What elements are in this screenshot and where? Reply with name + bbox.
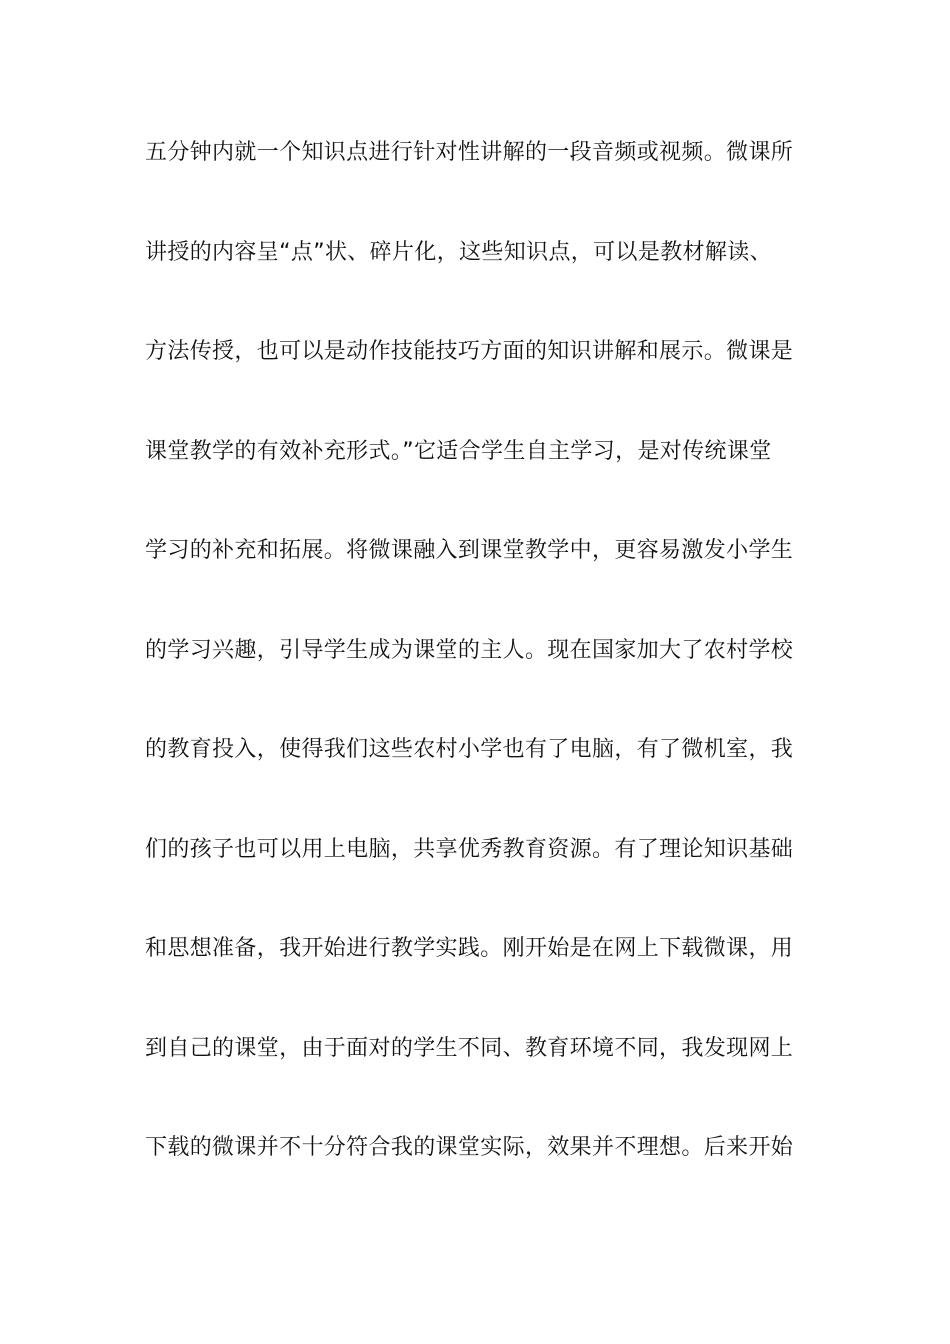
text-line: 方法传授，也可以是动作技能技巧方面的知识讲解和展示。微课是 (145, 339, 794, 364)
text-line: 到自己的课堂，由于面对的学生不同、教育环境不同，我发现网上 (145, 1035, 794, 1061)
text-line: 学习的补充和拓展。将微课融入到课堂教学中，更容易激发小学生 (145, 538, 794, 563)
text-line: 五分钟内就一个知识点进行针对性讲解的一段音频或视频。微课所 (145, 140, 794, 165)
text-line: 的学习兴趣，引导学生成为课堂的主人。现在国家加大了农村学校 (145, 637, 794, 663)
body-text (145, 128, 810, 1223)
text-line: 讲授的内容呈“点”状、碎片化，这些知识点，可以是教材解读、 (145, 239, 772, 265)
text-line: 们的孩子也可以用上电脑，共享优秀教育资源。有了理论知识基础 (145, 836, 794, 862)
text-line: 的教育投入，使得我们这些农村小学也有了电脑，有了微机室，我 (145, 737, 794, 762)
text-line: 下载的微课并不十分符合我的课堂实际，效果并不理想。后来开始 (145, 1135, 794, 1160)
text-line: 和思想准备，我开始进行教学实践。刚开始是在网上下载微课，用 (145, 936, 794, 961)
text-line: 课堂教学的有效补充形式。”它适合学生自主学习，是对传统课堂 (145, 438, 772, 464)
